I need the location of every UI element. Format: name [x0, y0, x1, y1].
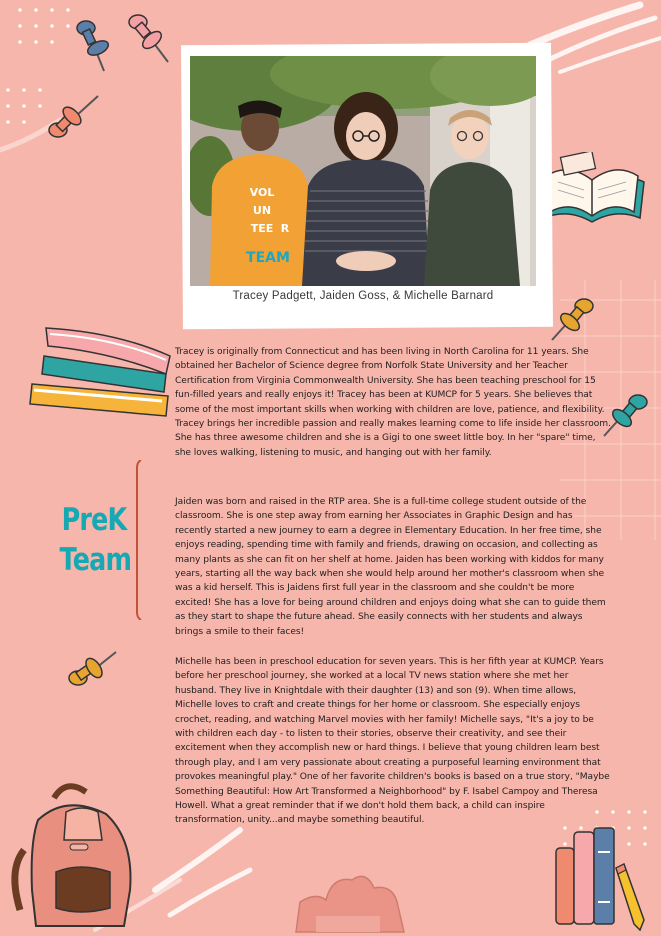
backpack-icon — [6, 780, 146, 930]
shirt-text-line: UN — [252, 204, 272, 217]
bio-paragraph-michelle: Michelle has been in preschool education for seven years. This is her fifth year at KUMCP. Years before her preschool journey, she worked at a local TV news station where she met her husband. They live in Knightdale with their daughter (13) and son (9). When time allows, Michelle loves to craft and create things for her home or classroom. She especially enjoys crochet, reading, and watching Marvel movies with her family! Michelle says, "It's a joy to be with children each day - to listen to their stories, observe their creativity, and see their excitement when they accomplish new or hard things. I believe that young children learn best through play, and I am very passionate about creating a purposeful learning environment that provokes meaningful play." One of her favorite children's books is based on a true story, "Maybe Something Beautiful: How Art Transformed a Neighborhood" by F. Isabel Campoy and Theresa Howell. What a great reminder that if we don't hold them back, a child can inspire transformation, unity...and maybe something beautiful. — [175, 657, 610, 826]
pencil-icon — [612, 862, 648, 934]
team-photo — [190, 56, 536, 286]
push-pin-icon — [68, 648, 118, 688]
photo-caption: Tracey Padgett, Jaiden Goss, & Michelle Barnard — [232, 290, 494, 302]
shirt-text-line: TEAM — [246, 250, 290, 266]
bio-paragraph-tracey: Tracey is originally from Connecticut and has been living in North Carolina for 11 years. She obtained her Bachelor of Science degree from Norfolk State University and her Teacher Certification from Virginia Commonwealth University. She has been teaching preschool for 15 fun-filled years and really enjoys it! Tracey has been at KUMCP for 5 years. She believes that some of the most important skills when working with children are love, patience, and flexibility. Tracey brings her incredible passion and really makes learning come to life inside her classroom. She has three awesome children and she is a Gigi to one sweet little boy. In her "spare" time, she loves walking, listening to music, and hanging out with her family. — [175, 347, 611, 458]
shirt-text-line: R — [280, 222, 290, 235]
section-title — [59, 500, 132, 580]
bio-paragraph-jaiden: Jaiden was born and raised in the RTP area. She is a full-time college student outside of the classroom. She is one step away from earning her Associates in Graphic Design and has recently started a new journey to earn a degree in Elementary Education. In her free time, she enjoys reading, spending time with family and friends, drawing on occasion, and collecting as many plants as she can fit on her shelf at home. Jaiden has been working with kiddos for many years, starting all the way back when she would help around her mother's classroom when she was a kid herself. This is Jaidens first full year in the classroom and she couldn't be more excited! She has a love for being around children and enjoys doing what she can to guide them as they start to shape the future ahead. She easily connects with her students and always brings a smile to their faces! — [175, 497, 606, 637]
push-pin-icon — [68, 16, 118, 76]
shirt-text-line: TEE — [250, 222, 274, 235]
push-pin-icon — [124, 10, 176, 68]
cloud-stamp-icon — [286, 862, 410, 936]
upright-books-icon — [552, 822, 620, 926]
push-pin-icon — [548, 296, 596, 342]
section-title-line: PreK — [61, 502, 127, 538]
stack-of-books-icon — [26, 312, 176, 420]
open-book-icon — [536, 152, 648, 230]
shirt-text-line: VOL — [249, 186, 275, 199]
push-pin-icon — [46, 92, 100, 142]
section-title-line: Team — [59, 542, 132, 578]
bracket-line — [136, 460, 142, 620]
